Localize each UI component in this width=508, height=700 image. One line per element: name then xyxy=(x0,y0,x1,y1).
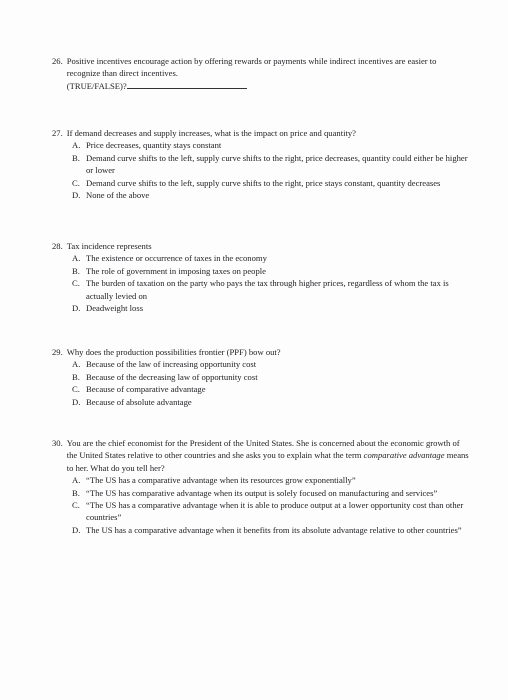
question-stem: Positive incentives encourage action by offering rewards or payments while indirect incentives are easier to recognize than direct incentives. xyxy=(66,56,437,79)
question-number: 29. xyxy=(52,347,63,357)
emphasized-term: comparative advantage xyxy=(363,450,445,461)
answer-option-b[interactable]: B. Demand curve shifts to the left, supply curve shifts to the right, price decreases, quantity could either be higher or lower xyxy=(72,152,468,176)
answer-blank[interactable] xyxy=(127,80,247,89)
question-28 xyxy=(52,240,472,314)
answer-options xyxy=(52,252,472,314)
answer-option-a[interactable]: A. Because of the law of increasing opportunity cost xyxy=(72,359,257,370)
answer-option-a[interactable]: A. “The US has a comparative advantage when its resources grow exponentially” xyxy=(72,475,356,486)
question-27 xyxy=(52,127,472,201)
question-number: 30. xyxy=(52,438,63,448)
question-26 xyxy=(52,55,472,92)
question-number: 28. xyxy=(52,241,63,251)
question-stem: Why does the production possibilities frontier (PPF) bow out? xyxy=(66,347,281,357)
question-29 xyxy=(52,346,472,408)
answer-option-c[interactable]: C. The burden of taxation on the party who pays the tax through higher prices, regardless of whom the tax is actually levied on xyxy=(72,278,449,301)
question-stem: Tax incidence represents xyxy=(66,241,152,251)
answer-option-c[interactable]: C. Because of comparative advantage xyxy=(72,384,206,395)
question-stem: You are the chief economist for the President of the United States. She is concerned about the economic growth of the United States relative to other countries and she asks you to explain what the term comparative advantage means to her. What do you tell her? xyxy=(66,438,469,473)
question-stem: If demand decreases and supply increases, what is the impact on price and quantity? xyxy=(66,128,356,138)
answer-option-c[interactable]: C. Demand curve shifts to the left, supply curve shifts to the right, price stays constant, quantity decreases xyxy=(72,177,441,188)
answer-option-b[interactable]: B. Because of the decreasing law of opportunity cost xyxy=(72,371,258,382)
answer-option-d[interactable]: D. Deadweight loss xyxy=(72,303,144,314)
answer-option-d[interactable]: D. The US has a comparative advantage when it benefits from its absolute advantage relative to other countries” xyxy=(72,524,462,535)
question-number: 27. xyxy=(52,128,63,138)
question-30 xyxy=(52,437,472,536)
answer-options xyxy=(52,474,472,536)
answer-option-d[interactable]: D. None of the above xyxy=(72,190,150,201)
answer-option-c[interactable]: C. “The US has a comparative advantage when it is able to produce output at a lower opportunity cost than other countries” xyxy=(72,500,464,523)
answer-option-a[interactable]: A. Price decreases, quantity stays constant xyxy=(72,140,222,151)
true-false-prompt: (TRUE/FALSE)? xyxy=(66,80,127,91)
answer-option-b[interactable]: B. “The US has comparative advantage when its output is solely focused on manufacturing and services” xyxy=(72,487,438,498)
answer-option-d[interactable]: D. Because of absolute advantage xyxy=(72,396,192,407)
answer-option-b[interactable]: B. The role of government in imposing taxes on people xyxy=(72,265,266,276)
question-number: 26. xyxy=(52,56,63,66)
answer-option-a[interactable]: A. The existence or occurrence of taxes in the economy xyxy=(72,253,267,264)
answer-options xyxy=(52,139,472,201)
answer-options xyxy=(52,358,472,408)
